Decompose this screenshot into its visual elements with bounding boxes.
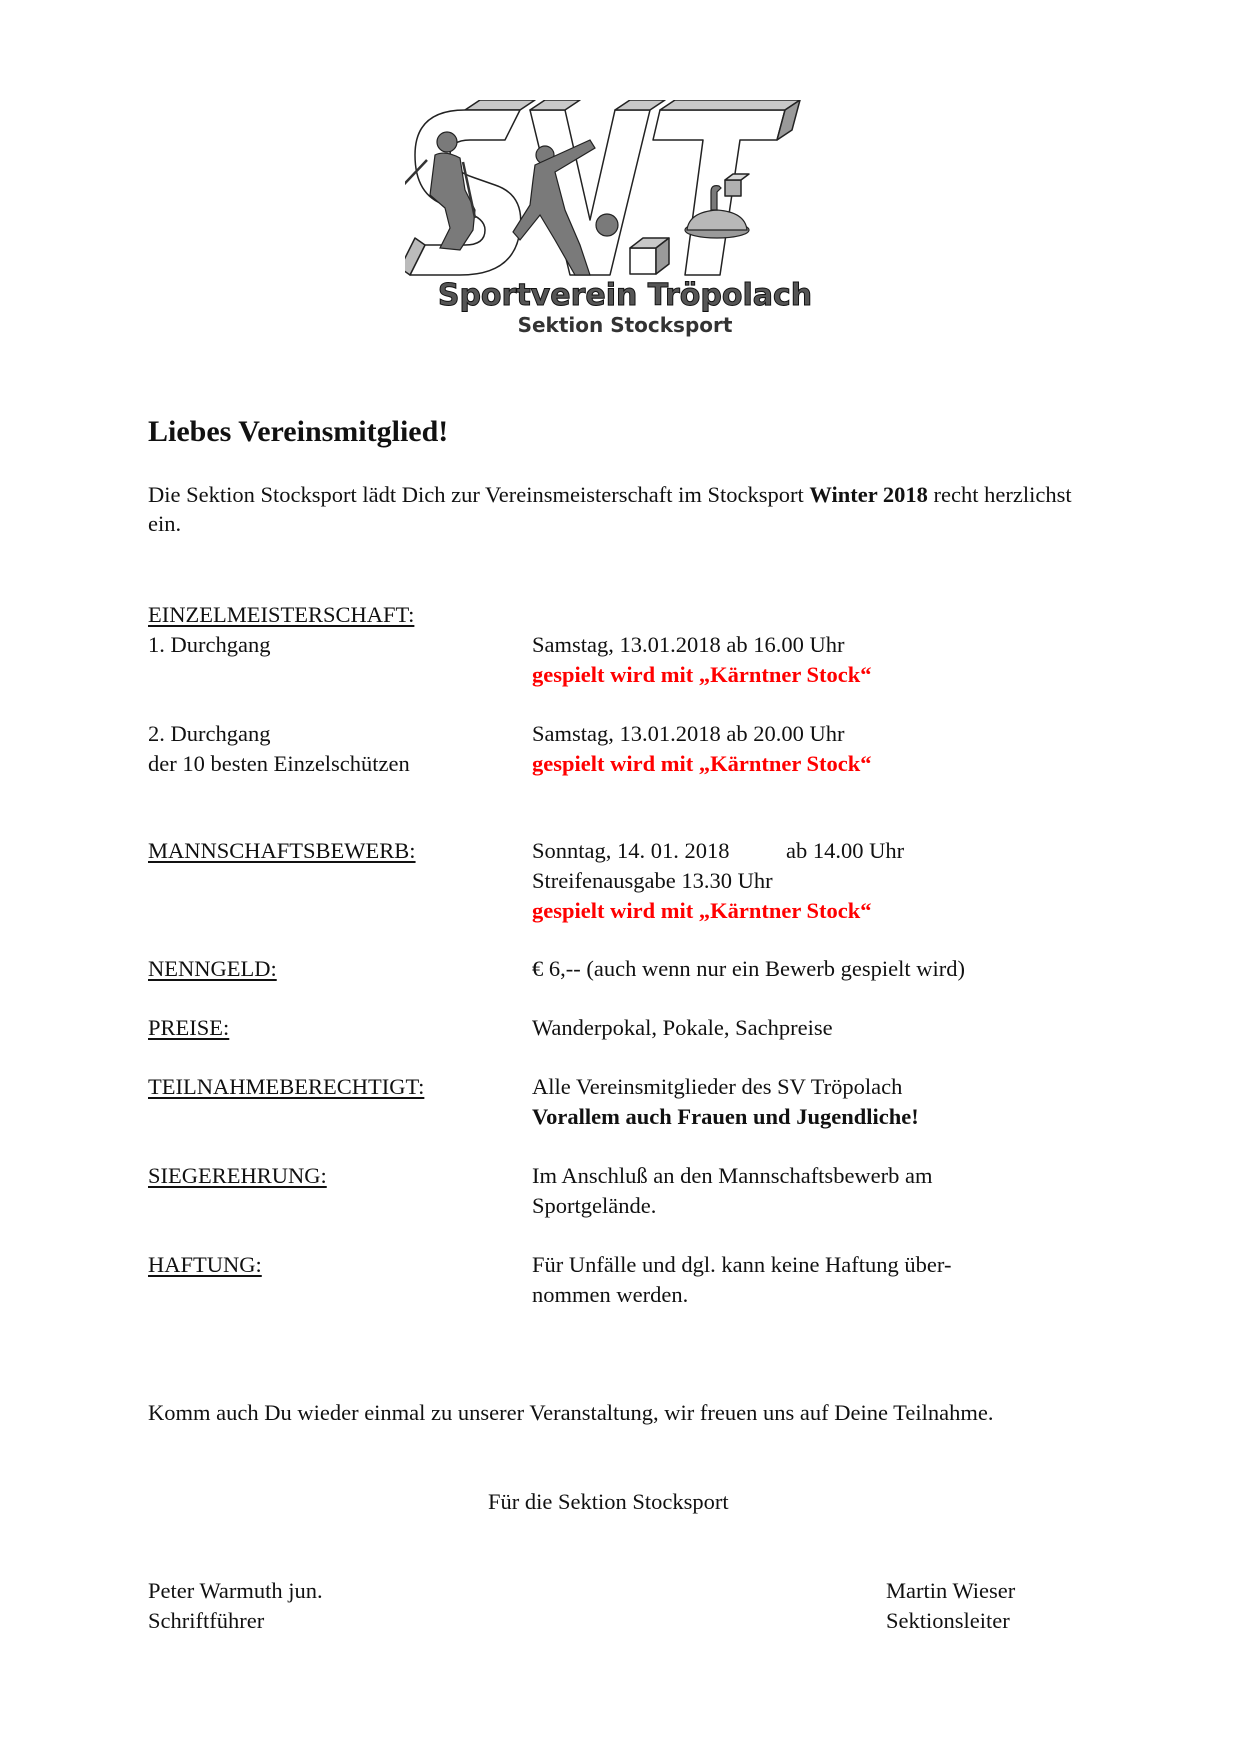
siegerehrung-line2: Sportgelände. [532,1193,657,1218]
siegerehrung-label: SIEGEREHRUNG: [148,1163,327,1188]
preise-value: Wanderpokal, Pokale, Sachpreise [532,1015,833,1040]
haftung-line1: Für Unfälle und dgl. kann keine Haftung über- [532,1252,952,1277]
einzel-round2-sublabel: der 10 besten Einzelschützen [148,751,410,776]
einzel-round1-label: 1. Durchgang [148,632,271,657]
mannschaft-time: ab 14.00 Uhr [786,838,905,863]
intro-paragraph [148,480,1098,538]
haftung-label: HAFTUNG: [148,1252,262,1277]
einzel-round2-note: gespielt wird mit „Kärntner Stock“ [532,751,872,776]
einzel-round2-label: 2. Durchgang [148,721,271,746]
signer-left-name: Peter Warmuth jun. [148,1578,323,1603]
intro-text-before: Die Sektion Stocksport lädt Dich zur Vereinsmeisterschaft im Stocksport [148,482,810,507]
teilnahme-value: Alle Vereinsmitglieder des SV Tröpolach [532,1074,903,1099]
einzel-label: EINZELMEISTERSCHAFT: [148,602,415,627]
signer-right-role: Sektionsleiter [886,1608,1010,1633]
einzel-round1-when: Samstag, 13.01.2018 ab 16.00 Uhr [532,632,845,657]
teilnahme-label: TEILNAHMEBERECHTIGT: [148,1074,425,1099]
logo-club-name: Sportverein Tröpolach [437,278,813,313]
preise-label: PREISE: [148,1015,230,1040]
siegerehrung-line1: Im Anschluß an den Mannschaftsbewerb am [532,1163,933,1188]
signer-right-name: Martin Wieser [886,1578,1016,1603]
club-logo [405,100,845,340]
closing-text: Komm auch Du wieder einmal zu unserer Veranstaltung, wir freuen uns auf Deine Teilnahme. [148,1400,994,1425]
nenngeld-value: € 6,-- (auch wenn nur ein Bewerb gespielt wird) [532,956,965,981]
greeting-heading: Liebes Vereinsmitglied! [148,415,449,448]
mannschaft-note: gespielt wird mit „Kärntner Stock“ [532,898,872,923]
logo-section-name: Sektion Stocksport [517,313,733,337]
mannschaft-line2: Streifenausgabe 13.30 Uhr [532,868,773,893]
for-section-text: Für die Sektion Stocksport [488,1489,729,1514]
mannschaft-date: Sonntag, 14. 01. 2018 [532,838,730,863]
einzel-round1-note: gespielt wird mit „Kärntner Stock“ [532,662,872,687]
teilnahme-value-bold: Vorallem auch Frauen und Jugendliche! [532,1104,919,1129]
nenngeld-label: NENNGELD: [148,956,277,981]
intro-text-after: recht herzlichst ein. [148,482,1072,536]
signer-left-role: Schriftführer [148,1608,265,1633]
haftung-line2: nommen werden. [532,1282,689,1307]
intro-season: Winter 2018 [809,482,928,507]
mannschaft-label: MANNSCHAFTSBEWERB: [148,838,416,863]
einzel-round2-when: Samstag, 13.01.2018 ab 20.00 Uhr [532,721,845,746]
club-logo-graphic [405,100,845,340]
